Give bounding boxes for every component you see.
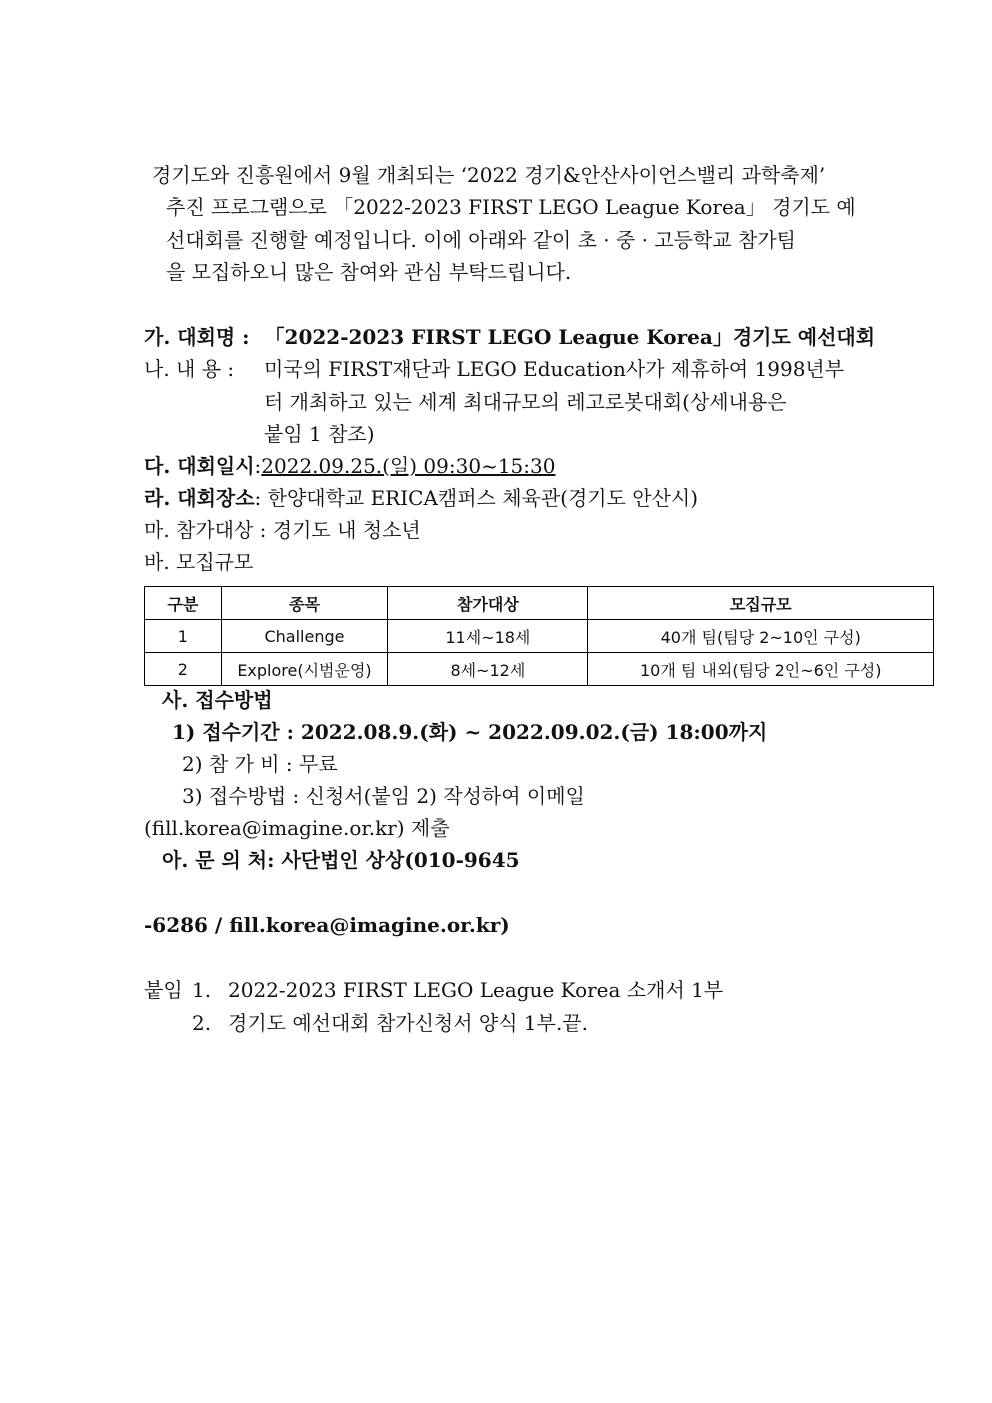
item-event-venue	[144, 485, 698, 511]
item-event-date-value: 2022.09.25.(일) 09:30~15:30	[261, 454, 556, 478]
attachment-label: 붙임	[144, 978, 183, 1002]
item-event-venue-value: : 한양대학교 ERICA캠퍼스 체육관(경기도 안산시)	[254, 486, 699, 510]
item-content-line-2: 터 개최하고 있는 세계 최대규모의 레고로봇대회(상세내용은	[264, 390, 787, 414]
table-row	[145, 620, 934, 653]
contact-line-1: 아. 문 의 처: 사단법인 상상(010-9645	[162, 848, 520, 872]
application-method-email: (fill.korea@imagine.or.kr) 제출	[144, 816, 450, 840]
attachment-2-text: 경기도 예선대회 참가신청서 양식 1부.끝.	[228, 1011, 588, 1035]
item-event-date-label: 다. 대회일시	[144, 454, 255, 478]
item-event-name-label: 가. 대회명 :	[144, 325, 250, 349]
table-cell: Challenge	[221, 620, 388, 653]
table-cell: 1	[145, 620, 222, 653]
application-fee: 2) 참 가 비 : 무료	[182, 752, 338, 776]
application-method: 3) 접수방법 : 신청서(붙임 2) 작성하여 이메일	[182, 784, 585, 808]
table-header-cell: 종목	[221, 587, 388, 620]
table-cell: 8세~12세	[388, 653, 588, 686]
attachment-1-num: 1.	[192, 978, 212, 1002]
table-header-row	[145, 587, 934, 620]
table-cell: 10개 팀 내외(팀당 2인~6인 구성)	[588, 653, 934, 686]
table-cell: 11세~18세	[388, 620, 588, 653]
attachment-1-text: 2022-2023 FIRST LEGO League Korea 소개서 1부	[228, 978, 724, 1002]
table-cell: Explore(시범운영)	[221, 653, 388, 686]
table-header-cell: 모집규모	[588, 587, 934, 620]
application-period: 1) 접수기간 : 2022.08.9.(화) ~ 2022.09.02.(금) 18:00까지	[172, 720, 768, 744]
table-row	[145, 653, 934, 686]
item-event-date	[144, 453, 555, 479]
item-event-date-sep: :	[254, 454, 262, 478]
intro-line-2: 추진 프로그램으로 「2022-2023 FIRST LEGO League Korea」 경기도 예	[166, 195, 856, 219]
table-header-cell: 구분	[145, 587, 222, 620]
item-content-line-1: 미국의 FIRST재단과 LEGO Education사가 제휴하여 1998년부	[264, 357, 845, 381]
intro-line-3: 선대회를 진행할 예정입니다. 이에 아래와 같이 초 · 중 · 고등학교 참가팀	[166, 228, 796, 252]
recruitment-table	[144, 586, 934, 686]
item-content-line-3: 붙임 1 참조)	[264, 422, 375, 446]
intro-line-1: 경기도와 진흥원에서 9월 개최되는 ‘2022 경기&안산사이언스밸리 과학축제’	[152, 163, 826, 187]
item-event-name	[144, 324, 875, 350]
item-content-label: 나. 내 용 :	[144, 357, 235, 381]
item-event-name-value: 「2022-2023 FIRST LEGO League Korea」경기도 예선대회	[264, 325, 876, 349]
item-target: 마. 참가대상 : 경기도 내 청소년	[144, 518, 421, 542]
item-scale: 바. 모집규모	[144, 550, 254, 574]
table-cell: 40개 팀(팀당 2~10인 구성)	[588, 620, 934, 653]
table-cell: 2	[145, 653, 222, 686]
contact-line-2: -6286 / fill.korea@imagine.or.kr)	[144, 913, 510, 937]
application-title: 사. 접수방법	[162, 688, 273, 712]
intro-line-4: 을 모집하오니 많은 참여와 관심 부탁드립니다.	[166, 260, 572, 284]
item-event-venue-label: 라. 대회장소	[144, 486, 255, 510]
attachment-2-num: 2.	[192, 1011, 212, 1035]
table-header-cell: 참가대상	[388, 587, 588, 620]
